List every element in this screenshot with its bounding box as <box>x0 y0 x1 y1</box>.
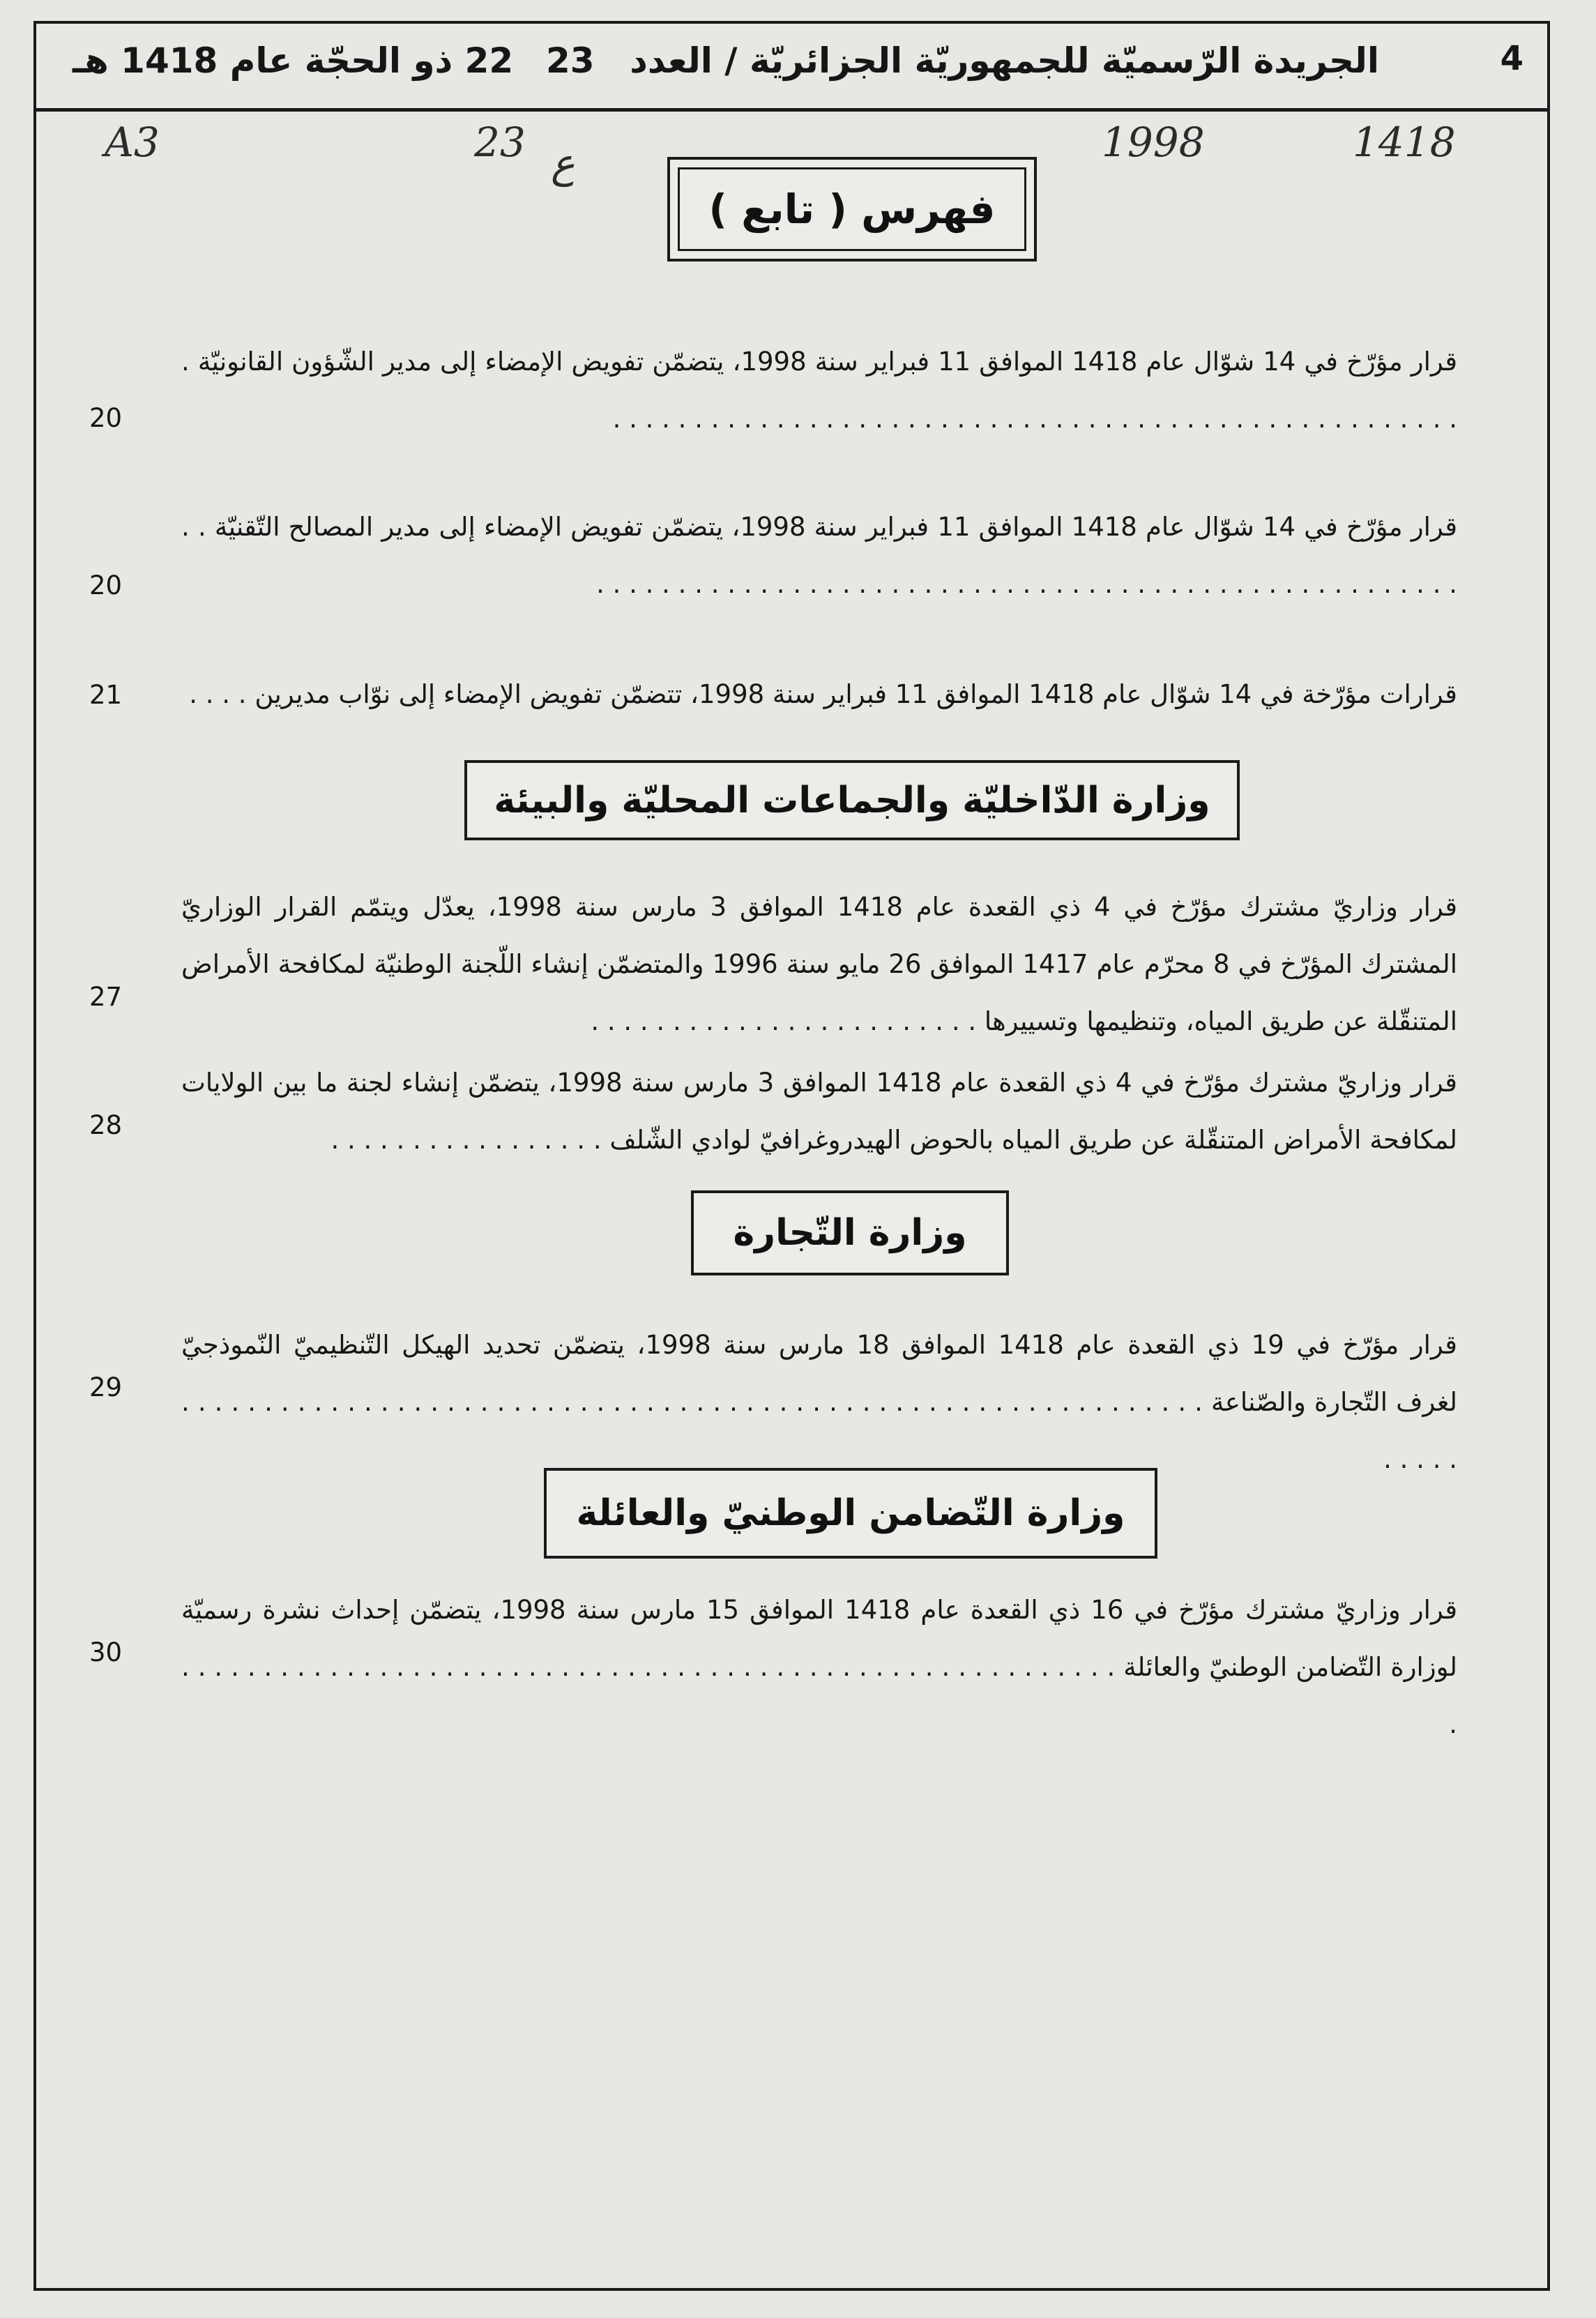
journal-title: الجريدة الرّسميّة للجمهوريّة الجزائريّة / العدد <box>630 40 1379 81</box>
list-item: قرار مؤرّخ في 14 شوّال عام 1418 الموافق 11 فبراير سنة 1998، يتضمّن تفويض الإمضاء إلى مدير الشّؤون القانونيّة . . . . . . . . . . . . . . . . . . . . . . . . . . . . . . . . . . . . . . . . . . . . . . . . . . . . . <box>181 347 1458 434</box>
handwritten-year: 1998 <box>1102 119 1205 166</box>
list-item: قرارات مؤرّخة في 14 شوّال عام 1418 الموافق 11 فبراير سنة 1998، تتضمّن تفويض الإمضاء إلى نوّاب مديرين . . . . <box>189 679 1457 709</box>
handwritten-issue: 23 <box>474 119 526 166</box>
entry-page-number: 28 <box>89 1110 123 1140</box>
list-item: قرار وزاريّ مشترك مؤرّخ في 4 ذي القعدة عام 1418 الموافق 3 مارس سنة 1998، يتضمّن إنشاء لجنة ما بين الولايات لمكافحة الأمراض المتنقّلة عن طريق المياه بالحوض الهيدروغرافيّ لوادي الشّلف . . . . . . . . . . . . . . . . . <box>181 1068 1457 1155</box>
entry-text: قرارات مؤرّخة في 14 شوّال عام 1418 الموافق 11 فبراير سنة 1998، تتضمّن تفويض الإمضاء إلى نوّاب مديرين <box>254 679 1457 709</box>
entry-page-number: 20 <box>89 403 123 433</box>
entry-page-number: 27 <box>89 982 123 1012</box>
entry-text: قرار مؤرّخ في 14 شوّال عام 1418 الموافق 11 فبراير سنة 1998، يتضمّن تفويض الإمضاء إلى مدير المصالح التّقنيّة <box>214 512 1458 542</box>
list-item: قرار وزاريّ مشترك مؤرّخ في 4 ذي القعدة عام 1418 الموافق 3 مارس سنة 1998، يعدّل ويتمّم القرار الوزاريّ المشترك المؤرّخ في 8 محرّم عام 1417 الموافق 26 مايو سنة 1996 والمتضمّن إنشاء اللّجنة الوطنيّة لمكافحة الأمراض المتنقّلة عن طريق المياه، وتنظيمها وتسييرها . . . . . . . . . . . . . . . . . . . . . . . . <box>181 892 1458 1036</box>
handwritten-a3: A3 <box>105 119 160 166</box>
entry-text: قرار مؤرّخ في 19 ذي القعدة عام 1418 الموافق 18 مارس سنة 1998، يتضمّن تحديد الهيكل التّنظيميّ النّموذجيّ لغرف التّجارة والصّناعة <box>181 1330 1457 1417</box>
index-title: فهرس ( تابع ) <box>667 157 1037 262</box>
page-number: 4 <box>1500 39 1523 78</box>
entry-text: قرار وزاريّ مشترك مؤرّخ في 16 ذي القعدة عام 1418 الموافق 15 مارس سنة 1998، يتضمّن إحداث نشرة رسميّة لوزارة التّضامن الوطنيّ والعائلة <box>181 1595 1458 1682</box>
entry-page-number: 21 <box>89 680 123 710</box>
section-title-commerce: وزارة التّجارة <box>691 1190 1009 1275</box>
entry-text: قرار وزاريّ مشترك مؤرّخ في 4 ذي القعدة عام 1418 الموافق 3 مارس سنة 1998، يعدّل ويتمّم القرار الوزاريّ المشترك المؤرّخ في 8 محرّم عام 1417 الموافق 26 مايو سنة 1996 والمتضمّن إنشاء اللّجنة الوطنيّة لمكافحة الأمراض المتنقّلة عن طريق المياه، وتنظيمها وتسييرها <box>181 892 1458 1036</box>
entry-text: قرار وزاريّ مشترك مؤرّخ في 4 ذي القعدة عام 1418 الموافق 3 مارس سنة 1998، يتضمّن إنشاء لجنة ما بين الولايات لمكافحة الأمراض المتنقّلة عن طريق المياه بالحوض الهيدروغرافيّ لوادي الشّلف <box>181 1068 1457 1155</box>
list-item: قرار وزاريّ مشترك مؤرّخ في 16 ذي القعدة عام 1418 الموافق 15 مارس سنة 1998، يتضمّن إحداث نشرة رسميّة لوزارة التّضامن الوطنيّ والعائلة . . . . . . . . . . . . . . . . . . . . . . . . . . . . . . . . . . . . . . . . . . . . . . . . . . . . . . . . . . <box>181 1595 1458 1739</box>
header-date: 22 ذو الحجّة عام 1418 هـ <box>73 40 514 81</box>
handwritten-hijri: 1418 <box>1353 119 1456 166</box>
entry-page-number: 29 <box>89 1372 123 1402</box>
entry-page-number: 20 <box>89 570 123 600</box>
issue-number: 23 <box>546 40 595 81</box>
page-header <box>33 21 1550 112</box>
list-item: قرار مؤرّخ في 19 ذي القعدة عام 1418 الموافق 18 مارس سنة 1998، يتضمّن تحديد الهيكل التّنظيميّ النّموذجيّ لغرف التّجارة والصّناعة . . . . . . . . . . . . . . . . . . . . . . . . . . . . . . . . . . . . . . . . . . . . . . . . . . . . . . . . . . . . . . . . . . . <box>181 1330 1457 1474</box>
section-title-solidarity: وزارة التّضامن الوطنيّ والعائلة <box>544 1468 1157 1559</box>
entry-text: قرار مؤرّخ في 14 شوّال عام 1418 الموافق 11 فبراير سنة 1998، يتضمّن تفويض الإمضاء إلى مدير الشّؤون القانونيّة <box>197 347 1458 377</box>
list-item: قرار مؤرّخ في 14 شوّال عام 1418 الموافق 11 فبراير سنة 1998، يتضمّن تفويض الإمضاء إلى مدير المصالح التّقنيّة . . . . . . . . . . . . . . . . . . . . . . . . . . . . . . . . . . . . . . . . . . . . . . . . . . . . . . . <box>181 512 1458 599</box>
section-title-interior: وزارة الدّاخليّة والجماعات المحليّة والبيئة <box>464 760 1240 840</box>
handwritten-ar: ع <box>551 139 575 187</box>
entry-page-number: 30 <box>89 1637 123 1667</box>
